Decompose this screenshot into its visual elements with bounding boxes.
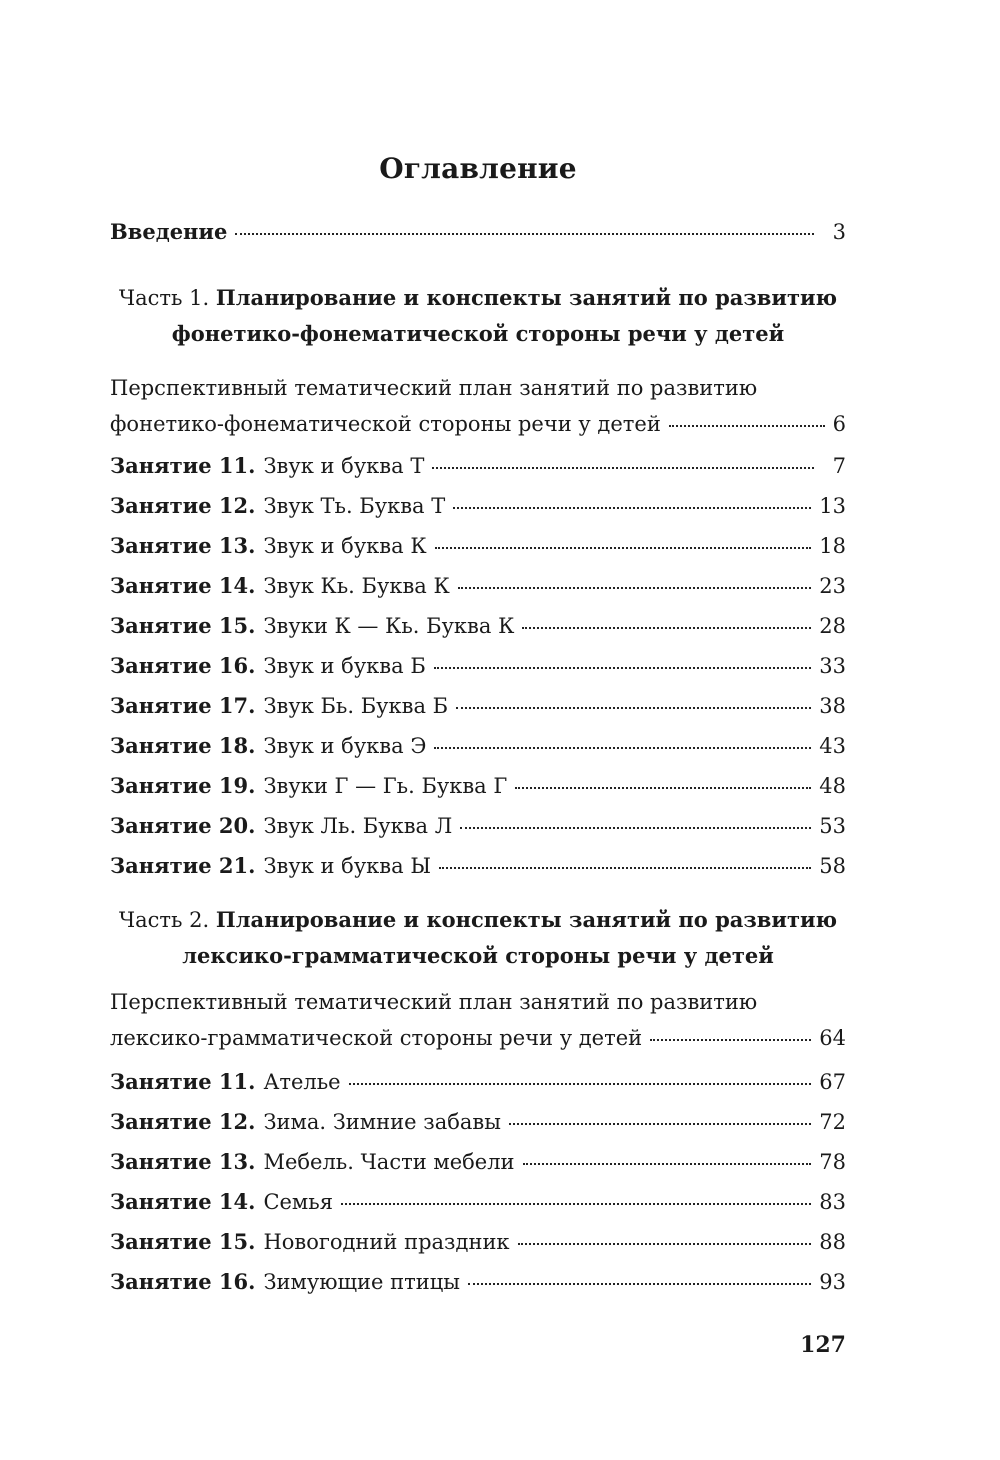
lesson-label: Занятие 18. (110, 733, 256, 758)
dot-leader (650, 1039, 811, 1041)
lesson-page: 18 (819, 534, 846, 558)
toc-page (110, 0, 846, 1460)
part2-plan-entry[interactable] (110, 984, 846, 1056)
part2-heading-line2: лексико-грамматической стороны речи у детей (182, 943, 774, 968)
part1-prefix: Часть 1. (118, 286, 210, 310)
dot-leader (460, 827, 811, 829)
dot-leader (515, 787, 811, 789)
lesson-page: 48 (819, 774, 846, 798)
lesson-title: Звук и буква К (263, 534, 427, 558)
toc-entry-lesson[interactable] (110, 572, 846, 600)
toc-entry-lesson[interactable] (110, 772, 846, 800)
toc-entry-lesson[interactable] (110, 692, 846, 720)
page-title: Оглавление (379, 152, 577, 185)
lesson-title: Зимующие птицы (263, 1270, 460, 1294)
lesson-label: Занятие 12. (110, 493, 256, 518)
lesson-title: Звуки К — Кь. Буква К (263, 614, 515, 638)
lesson-label: Занятие 16. (110, 1269, 256, 1294)
lesson-page: 43 (819, 734, 846, 758)
toc-entry-lesson[interactable] (110, 1108, 846, 1136)
dot-leader (456, 707, 811, 709)
lesson-page: 83 (819, 1190, 846, 1214)
part2-heading (110, 902, 846, 974)
lesson-page: 72 (819, 1110, 846, 1134)
plan-page: 6 (832, 412, 846, 436)
plan-page: 64 (819, 1026, 846, 1050)
toc-entry-lesson[interactable] (110, 852, 846, 880)
lesson-page: 93 (819, 1270, 846, 1294)
toc-entry-lesson[interactable] (110, 732, 846, 760)
dot-leader (439, 867, 811, 869)
dot-leader (434, 747, 811, 749)
toc-entry-lesson[interactable] (110, 1228, 846, 1256)
lesson-title: Звук Ть. Буква Т (263, 494, 446, 518)
lesson-page: 7 (832, 454, 846, 478)
lesson-page: 28 (819, 614, 846, 638)
toc-entry-lesson[interactable] (110, 652, 846, 680)
lesson-label: Занятие 11. (110, 1069, 256, 1094)
lesson-label: Занятие 12. (110, 1109, 256, 1134)
entry-page: 3 (832, 220, 846, 244)
dot-leader (468, 1283, 811, 1285)
part1-plan-entry[interactable] (110, 370, 846, 442)
lesson-title: Звук Кь. Буква К (263, 574, 450, 598)
dot-leader (458, 587, 812, 589)
part1-heading (110, 280, 846, 352)
lesson-label: Занятие 13. (110, 533, 256, 558)
lesson-page: 78 (819, 1150, 846, 1174)
lesson-label: Занятие 16. (110, 653, 256, 678)
toc-entry-lesson[interactable] (110, 492, 846, 520)
dot-leader (434, 667, 812, 669)
lesson-page: 67 (819, 1070, 846, 1094)
dot-leader (435, 547, 812, 549)
lesson-page: 33 (819, 654, 846, 678)
lesson-title: Звук Ль. Буква Л (263, 814, 453, 838)
lesson-title: Звук и буква Б (263, 654, 426, 678)
dot-leader (523, 1163, 812, 1165)
lesson-page: 53 (819, 814, 846, 838)
plan-line2: фонетико-фонематической стороны речи у детей (110, 412, 661, 436)
plan-line1: Перспективный тематический план занятий по развитию (110, 376, 758, 400)
entry-label: Введение (110, 219, 228, 244)
dot-leader (235, 233, 814, 235)
lesson-page: 38 (819, 694, 846, 718)
toc-entry-lesson[interactable] (110, 452, 846, 480)
plan-line2: лексико-грамматической стороны речи у детей (110, 1026, 643, 1050)
dot-leader (349, 1083, 812, 1085)
dot-leader (509, 1123, 811, 1125)
part2-prefix: Часть 2. (118, 908, 210, 932)
dot-leader (669, 425, 825, 427)
toc-entry-lesson[interactable] (110, 1068, 846, 1096)
lesson-title: Зима. Зимние забавы (263, 1110, 501, 1134)
lesson-label: Занятие 20. (110, 813, 256, 838)
lesson-title: Звук Бь. Буква Б (263, 694, 449, 718)
lesson-label: Занятие 14. (110, 1189, 256, 1214)
part2-heading-line1: Планирование и конспекты занятий по развитию (215, 907, 838, 932)
lesson-label: Занятие 19. (110, 773, 256, 798)
toc-entry-lesson[interactable] (110, 612, 846, 640)
lesson-page: 13 (819, 494, 846, 518)
lesson-label: Занятие 13. (110, 1149, 256, 1174)
lesson-title: Новогодний праздник (263, 1230, 510, 1254)
dot-leader (522, 627, 811, 629)
lesson-title: Звуки Г — Гь. Буква Г (263, 774, 508, 798)
toc-entry-lesson[interactable] (110, 1188, 846, 1216)
toc-entry-lesson[interactable] (110, 532, 846, 560)
lesson-title: Звук и буква Э (263, 734, 427, 758)
dot-leader (518, 1243, 812, 1245)
lesson-label: Занятие 14. (110, 573, 256, 598)
dot-leader (453, 507, 811, 509)
lesson-label: Занятие 11. (110, 453, 256, 478)
lesson-page: 58 (819, 854, 846, 878)
plan-line1: Перспективный тематический план занятий по развитию (110, 990, 758, 1014)
dot-leader (432, 467, 814, 469)
lesson-title: Мебель. Части мебели (263, 1150, 515, 1174)
lesson-page: 88 (819, 1230, 846, 1254)
lesson-title: Звук и буква Ы (263, 854, 431, 878)
dot-leader (341, 1203, 811, 1205)
lesson-label: Занятие 15. (110, 1229, 256, 1254)
lesson-label: Занятие 17. (110, 693, 256, 718)
lesson-page: 23 (819, 574, 846, 598)
lesson-title: Ателье (263, 1070, 341, 1094)
lesson-label: Занятие 21. (110, 853, 256, 878)
part1-heading-line2: фонетико-фонематической стороны речи у детей (171, 321, 785, 346)
toc-entry-lesson[interactable] (110, 1268, 846, 1296)
toc-entry-lesson[interactable] (110, 812, 846, 840)
part1-heading-line1: Планирование и конспекты занятий по развитию (215, 285, 838, 310)
lesson-title: Звук и буква Т (263, 454, 425, 478)
page-number: 127 (800, 1332, 846, 1358)
lesson-label: Занятие 15. (110, 613, 256, 638)
toc-entry-lesson[interactable] (110, 1148, 846, 1176)
lesson-title: Семья (263, 1190, 333, 1214)
toc-entry-intro[interactable] (110, 218, 846, 246)
